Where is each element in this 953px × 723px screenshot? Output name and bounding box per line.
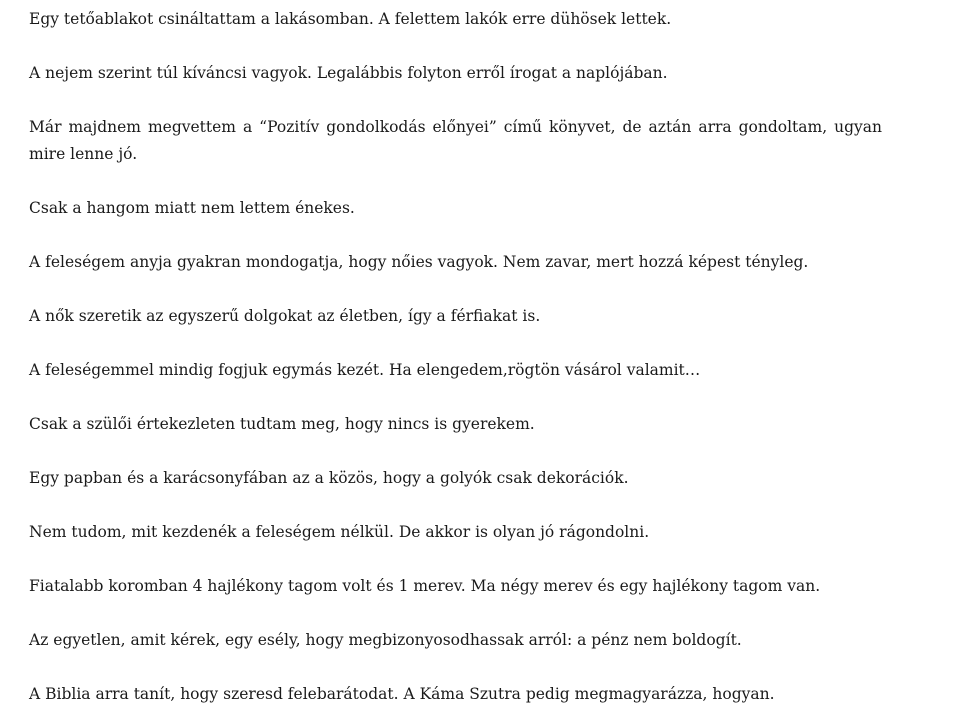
paragraph: A Biblia arra tanít, hogy szeresd felebarátodat. A Káma Szutra pedig megmagyarázza, hogyan. [29,685,775,703]
paragraph: Egy papban és a karácsonyfában az a közös, hogy a golyók csak dekorációk. [29,469,629,487]
paragraph: Az egyetlen, amit kérek, egy esély, hogy megbizonyosodhassak arról: a pénz nem boldogít. [29,631,742,649]
paragraph: A feleségem anyja gyakran mondogatja, hogy nőies vagyok. Nem zavar, mert hozzá képest tényleg. [29,253,809,271]
paragraph: Nem tudom, mit kezdenék a feleségem nélkül. De akkor is olyan jó rágondolni. [29,523,650,541]
paragraph: Fiatalabb koromban 4 hajlékony tagom volt és 1 merev. Ma négy merev és egy hajlékony tagom van. [29,577,821,595]
paragraph: Már majdnem megvettem a “Pozitív gondolkodás előnyei” című könyvet, de aztán arra gondoltam, ugyan mire lenne jó. [29,118,882,163]
paragraph: A nők szeretik az egyszerű dolgokat az életben, így a férfiakat is. [29,307,541,325]
paragraph: Egy tetőablakot csináltattam a lakásomban. A felettem lakók erre dühösek lettek. [29,10,672,28]
paragraph: Csak a hangom miatt nem lettem énekes. [29,199,355,217]
paragraph: A feleségemmel mindig fogjuk egymás kezét. Ha elengedem,rögtön vásárol valamit… [29,361,701,379]
paragraph: Csak a szülői értekezleten tudtam meg, hogy nincs is gyerekem. [29,415,535,433]
paragraph: A nejem szerint túl kíváncsi vagyok. Legalábbis folyton erről írogat a naplójában. [29,64,668,82]
document-body [29,6,882,708]
